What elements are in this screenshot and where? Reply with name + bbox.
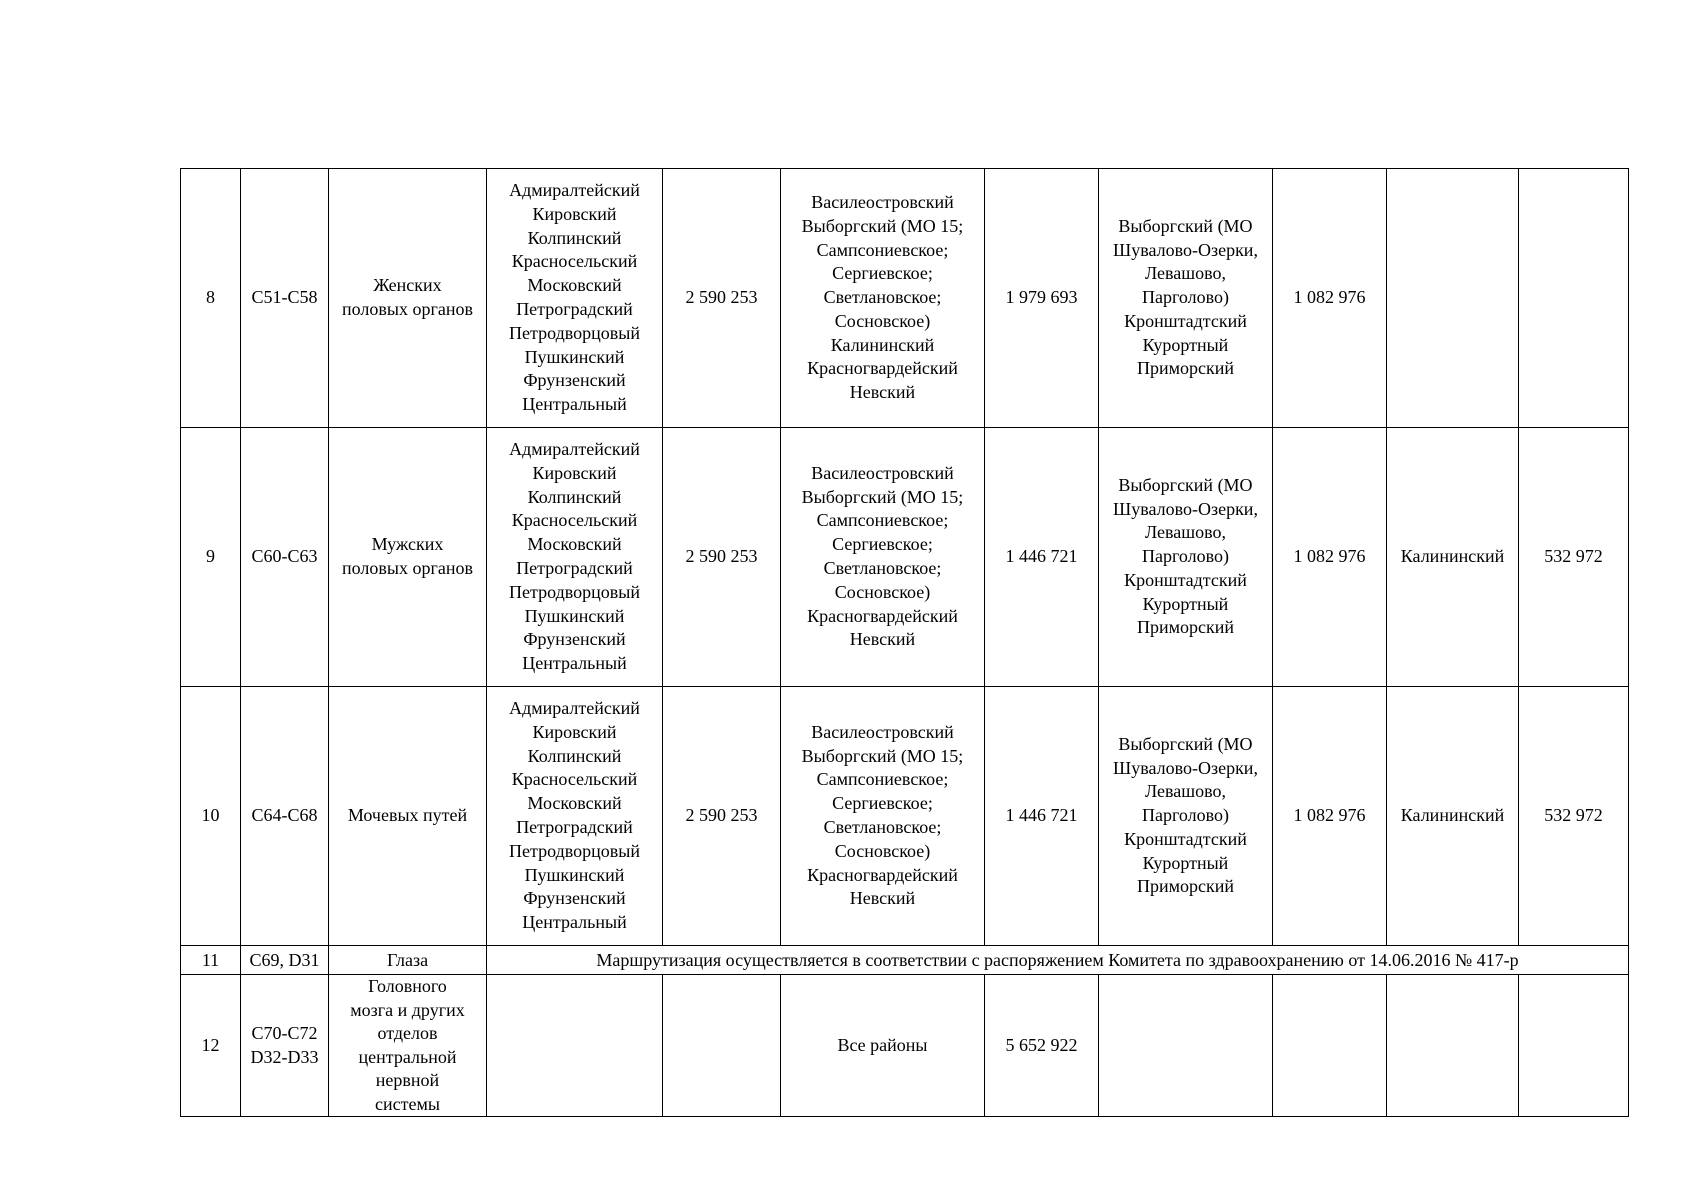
district-list-3-line: Парголово) [1141,805,1230,826]
population-4 [1519,169,1629,428]
district-list-2-line: Светлановское; [823,817,942,837]
row-number: 11 [181,946,241,975]
organ-name: Глаза [329,946,487,975]
district-list-1 [487,687,663,946]
organ-name-line: половых органов [342,558,473,578]
table-row [181,687,1629,946]
district-list-2-line: Василеостровский [811,721,954,742]
district-list-1-line: Адмиралтейский [509,180,640,201]
population-2: 1 446 721 [985,687,1099,946]
district-list-1-line: Пушкинский [524,346,625,367]
population-1: 2 590 253 [663,428,781,687]
icd-code [241,687,329,946]
organ-name [329,687,487,946]
district-list-1-line: Петроградский [516,558,633,578]
row-number: 9 [181,428,241,687]
row-number: 12 [181,975,241,1117]
organ-name-line: центральной [358,1046,457,1067]
organ-name-line: отделов [377,1023,438,1043]
district-list-1-line: Пушкинский [524,605,625,626]
district-list-3-line: Кронштадтский [1124,569,1247,590]
district-list-1-line: Фрунзенский [523,888,626,909]
district-list-1-line: Пушкинский [524,864,625,885]
district-list-1-line: Петродворцовый [509,322,640,343]
district-list-2-line: Выборгский (МО 15; [801,215,964,236]
district-list-2-line: Сергиевское; [832,534,933,555]
district-list-4 [1387,975,1519,1117]
population-2: 1 446 721 [985,428,1099,687]
organ-name-line: Головного [368,976,447,996]
district-list-3-line: Выборгский (МО [1118,215,1253,236]
population-3: 1 082 976 [1273,687,1387,946]
district-list-2 [781,428,985,687]
district-list-2 [781,169,985,428]
table-row-12 [181,975,1629,1117]
district-list-1-line: Фрунзенский [523,629,626,650]
district-list-2-line: Светлановское; [823,558,942,578]
organ-name [329,975,487,1117]
routing-note: Маршрутизация осуществляется в соответствии с распоряжением Комитета по здравоохранению от 14.06.2016 № 417-р [487,946,1629,975]
icd-code-line: C51-C58 [251,287,318,308]
district-list-2-line: Сосновское) [834,581,931,602]
population-2: 1 979 693 [985,169,1099,428]
table-row [181,169,1629,428]
district-list-2-line: Сампсониевское; [816,769,949,790]
icd-code [241,169,329,428]
district-list-3-line: Приморский [1136,876,1235,897]
district-list-2-line: Красногвардейский [807,605,958,626]
district-list-4 [1387,428,1519,687]
district-list-3 [1099,687,1273,946]
district-list-1 [487,975,663,1117]
district-list-1-line: Кировский [532,721,617,742]
population-3: 1 082 976 [1273,169,1387,428]
district-list-1-line: Петроградский [516,817,633,837]
district-list-1-line: Московский [527,275,622,296]
organ-name-line: системы [375,1093,440,1114]
district-list-2-line: Василеостровский [811,191,954,212]
district-list-3-line: Шувалово-Озерки, [1113,757,1258,778]
organ-name-line: Мужских [371,534,444,555]
district-list-4 [1387,169,1519,428]
routing-table [180,168,1629,1117]
organ-name [329,428,487,687]
population-1 [663,975,781,1117]
district-list-2-line: Невский [849,382,916,403]
district-list-3-line: Парголово) [1141,287,1230,308]
district-list-3-line: Выборгский (МО [1118,474,1253,495]
district-list-3-line: Кронштадтский [1124,828,1247,849]
population-3 [1273,975,1387,1117]
row-number: 10 [181,687,241,946]
district-list-3 [1099,169,1273,428]
population-2: 5 652 922 [985,975,1099,1117]
population-4: 532 972 [1519,687,1629,946]
population-1: 2 590 253 [663,687,781,946]
district-list-1-line: Петроградский [516,299,633,319]
district-list-3-line: Выборгский (МО [1118,733,1253,754]
district-list-1-line: Кировский [532,462,617,483]
district-list-1-line: Красносельский [511,251,638,272]
district-list-3-line: Шувалово-Озерки, [1113,498,1258,519]
district-list-3-line: Левашово, [1144,263,1227,284]
district-list-3 [1099,428,1273,687]
district-list-1-line: Кировский [532,203,617,224]
district-list-2: Все районы [781,975,985,1117]
district-list-2-line: Невский [849,629,916,650]
district-list-1-line: Центральный [522,394,627,415]
district-list-1-line: Адмиралтейский [509,439,640,460]
district-list-4-line: Калининский [1400,546,1505,567]
district-list-1-line: Московский [527,534,622,555]
population-4 [1519,975,1629,1117]
icd-code-line: C60-C63 [251,546,318,567]
district-list-3 [1099,975,1273,1117]
icd-code-line: C70-C72 [251,1023,318,1043]
district-list-2-line: Красногвардейский [807,358,958,379]
district-list-2-line: Василеостровский [811,462,954,483]
table-row-11 [181,946,1629,975]
population-1: 2 590 253 [663,169,781,428]
organ-name [329,169,487,428]
district-list-1-line: Центральный [522,653,627,674]
row-number: 8 [181,169,241,428]
district-list-3-line: Парголово) [1141,546,1230,567]
district-list-3-line: Приморский [1136,358,1235,379]
district-list-2-line: Светлановское; [823,287,942,308]
district-list-1-line: Красносельский [511,510,638,531]
icd-code [241,428,329,687]
district-list-3-line: Курортный [1142,593,1229,614]
district-list-2-line: Красногвардейский [807,864,958,885]
organ-name-line: нервной [375,1070,440,1090]
district-list-1-line: Петродворцовый [509,581,640,602]
district-list-1-line: Колпинский [527,227,622,248]
population-3: 1 082 976 [1273,428,1387,687]
district-list-1-line: Колпинский [527,486,622,507]
district-list-1-line: Фрунзенский [523,370,626,391]
district-list-1-line: Московский [527,793,622,814]
district-list-1 [487,428,663,687]
district-list-1 [487,169,663,428]
organ-name-line: мозга и других [350,999,465,1020]
district-list-2-line: Сампсониевское; [816,239,949,260]
population-4: 532 972 [1519,428,1629,687]
district-list-1-line: Красносельский [511,769,638,790]
district-list-3-line: Левашово, [1144,522,1227,543]
district-list-2-line: Выборгский (МО 15; [801,745,964,766]
district-list-3-line: Кронштадтский [1124,310,1247,331]
organ-name-line: половых органов [342,299,473,319]
district-list-2-line: Сампсониевское; [816,510,949,531]
district-list-3-line: Приморский [1136,617,1235,638]
district-list-3-line: Левашово, [1144,781,1227,802]
district-list-4 [1387,687,1519,946]
district-list-1-line: Центральный [522,912,627,933]
district-list-2-line: Выборгский (МО 15; [801,486,964,507]
district-list-2-line: Сергиевское; [832,263,933,284]
icd-code [241,975,329,1117]
district-list-2-line: Сосновское) [834,310,931,331]
district-list-1-line: Адмиралтейский [509,698,640,719]
district-list-3-line: Шувалово-Озерки, [1113,239,1258,260]
organ-name-line: Женских [373,275,442,296]
district-list-2-line: Калининский [830,334,935,355]
district-list-1-line: Петродворцовый [509,840,640,861]
district-list-2 [781,687,985,946]
district-list-3-line: Курортный [1142,334,1229,355]
district-list-3-line: Курортный [1142,852,1229,873]
icd-code-line: C64-C68 [251,805,318,826]
icd-code-line: D32-D33 [250,1046,319,1067]
table-row [181,428,1629,687]
district-list-4-line: Калининский [1400,805,1505,826]
icd-code: C69, D31 [241,946,329,975]
district-list-2-line: Невский [849,888,916,909]
district-list-2-line: Сергиевское; [832,793,933,814]
district-list-2-line: Сосновское) [834,840,931,861]
district-list-1-line: Колпинский [527,745,622,766]
organ-name-line: Мочевых путей [347,805,468,826]
